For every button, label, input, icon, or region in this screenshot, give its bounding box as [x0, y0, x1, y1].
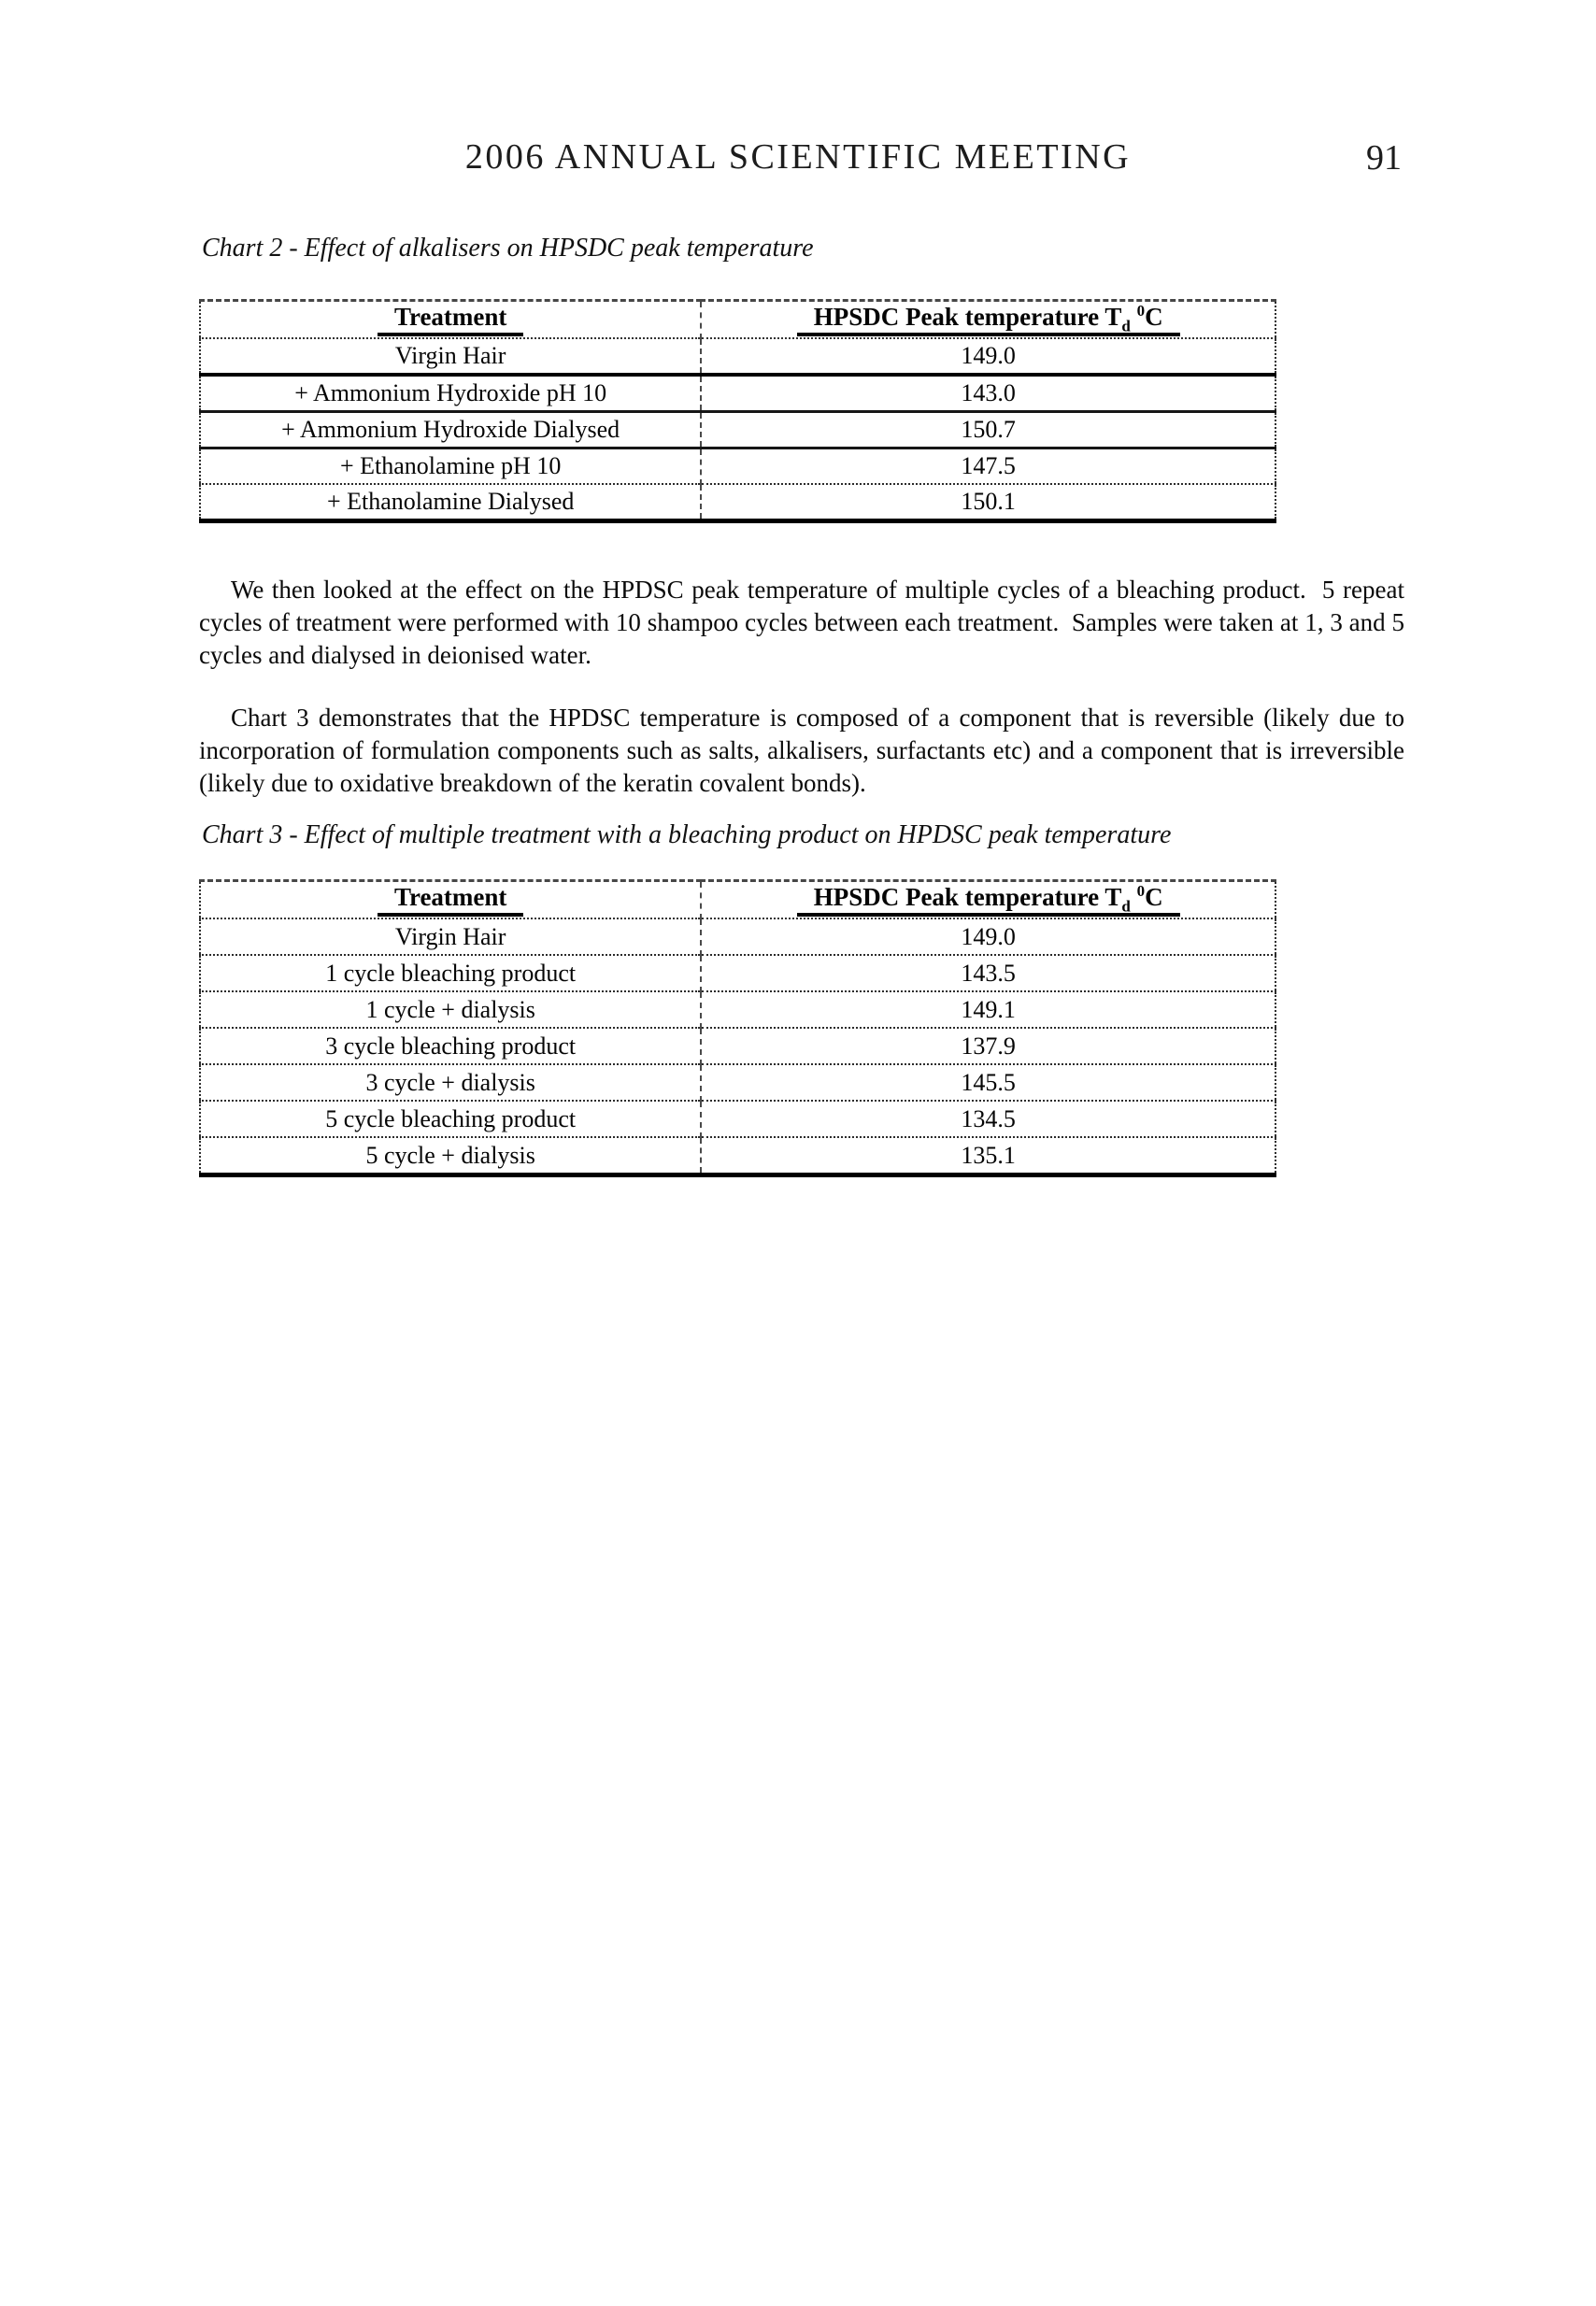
temperature-header-subscript: d	[1121, 317, 1131, 335]
table-row	[200, 1028, 1275, 1064]
temperature-header-prefix: HPSDC Peak temperature T	[813, 302, 1122, 331]
treatment-cell: Virgin Hair	[200, 338, 701, 375]
temperature-column-header-label	[797, 301, 1180, 336]
treatment-cell: + Ammonium Hydroxide Dialysed	[200, 412, 701, 448]
treatment-cell: + Ammonium Hydroxide pH 10	[200, 375, 701, 412]
chart2-table	[199, 299, 1276, 523]
treatment-cell: + Ethanolamine Dialysed	[326, 488, 575, 515]
temperature-column-header-label	[797, 881, 1180, 917]
treatment-column-header	[200, 301, 701, 339]
treatment-cell: + Ethanolamine pH 10	[200, 448, 701, 485]
treatment-cell: Virgin Hair	[200, 918, 701, 955]
table-row	[200, 1137, 1275, 1175]
value-cell: 150.7	[701, 412, 1275, 448]
treatment-cell: 1 cycle + dialysis	[200, 991, 701, 1028]
table-row	[200, 1101, 1275, 1137]
treatment-cell: 5 cycle bleaching product	[200, 1101, 701, 1137]
table-row	[200, 338, 1275, 375]
value-cell: 135.1	[701, 1137, 1275, 1175]
table-header-row	[200, 881, 1275, 919]
temperature-column-header	[701, 881, 1275, 919]
chart3-caption: Chart 3 - Effect of multiple treatment with a bleaching product on HPDSC peak temperature	[202, 820, 1172, 849]
table-header-row	[200, 301, 1275, 339]
table-row	[200, 918, 1275, 955]
value-cell: 137.9	[701, 1028, 1275, 1064]
treatment-column-header-label: Treatment	[378, 884, 523, 917]
temperature-header-superscript: 0	[1136, 301, 1146, 320]
page-number: 91	[1366, 138, 1402, 178]
table-row	[200, 412, 1275, 448]
treatment-column-header-label: Treatment	[378, 304, 523, 336]
treatment-column-header	[200, 881, 701, 919]
table-row	[200, 484, 1275, 521]
table-row	[200, 991, 1275, 1028]
treatment-cell: 3 cycle bleaching product	[200, 1028, 701, 1064]
temperature-header-superscript: 0	[1136, 881, 1146, 900]
value-cell: 149.0	[701, 918, 1275, 955]
value-cell: 149.1	[701, 991, 1275, 1028]
value-cell: 143.0	[701, 375, 1275, 412]
running-head	[0, 136, 1596, 181]
page-title: 2006 ANNUAL SCIENTIFIC MEETING	[464, 137, 1132, 177]
chart2-caption: Chart 2 - Effect of alkalisers on HPSDC peak temperature	[202, 234, 814, 263]
temperature-header-subscript: d	[1121, 897, 1131, 916]
value-cell: 145.5	[701, 1064, 1275, 1101]
temperature-column-header	[701, 301, 1275, 339]
treatment-cell: 5 cycle + dialysis	[365, 1141, 535, 1169]
table-row	[200, 375, 1275, 412]
body-paragraph-1: We then looked at the effect on the HPDSC peak temperature of multiple cycles of a bleaching product. 5 repeat cycles of treatment were performed with 10 shampoo cycles between each treatment. Samples were taken at 1, 3 and 5 cycles and dialysed in deionised water.	[199, 576, 1404, 669]
value-cell: 134.5	[701, 1101, 1275, 1137]
value-cell: 149.0	[701, 338, 1275, 375]
value-cell: 143.5	[701, 955, 1275, 991]
temperature-header-suffix: C	[1145, 302, 1163, 331]
value-cell: 150.1	[701, 484, 1275, 521]
temperature-header-prefix: HPSDC Peak temperature T	[813, 882, 1122, 911]
table-row	[200, 448, 1275, 485]
temperature-header-suffix: C	[1145, 882, 1163, 911]
value-cell: 147.5	[701, 448, 1275, 485]
table-row	[200, 1064, 1275, 1101]
treatment-cell: 3 cycle + dialysis	[200, 1064, 701, 1101]
chart3-table	[199, 879, 1276, 1177]
treatment-cell: 1 cycle bleaching product	[200, 955, 701, 991]
table-row	[200, 955, 1275, 991]
body-paragraph-2: Chart 3 demonstrates that the HPDSC temperature is composed of a component that is reversible (likely due to incorporation of formulation components such as salts, alkalisers, surfactants etc) and a component that is irreversible (likely due to oxidative breakdown of the keratin covalent bonds).	[199, 704, 1404, 797]
